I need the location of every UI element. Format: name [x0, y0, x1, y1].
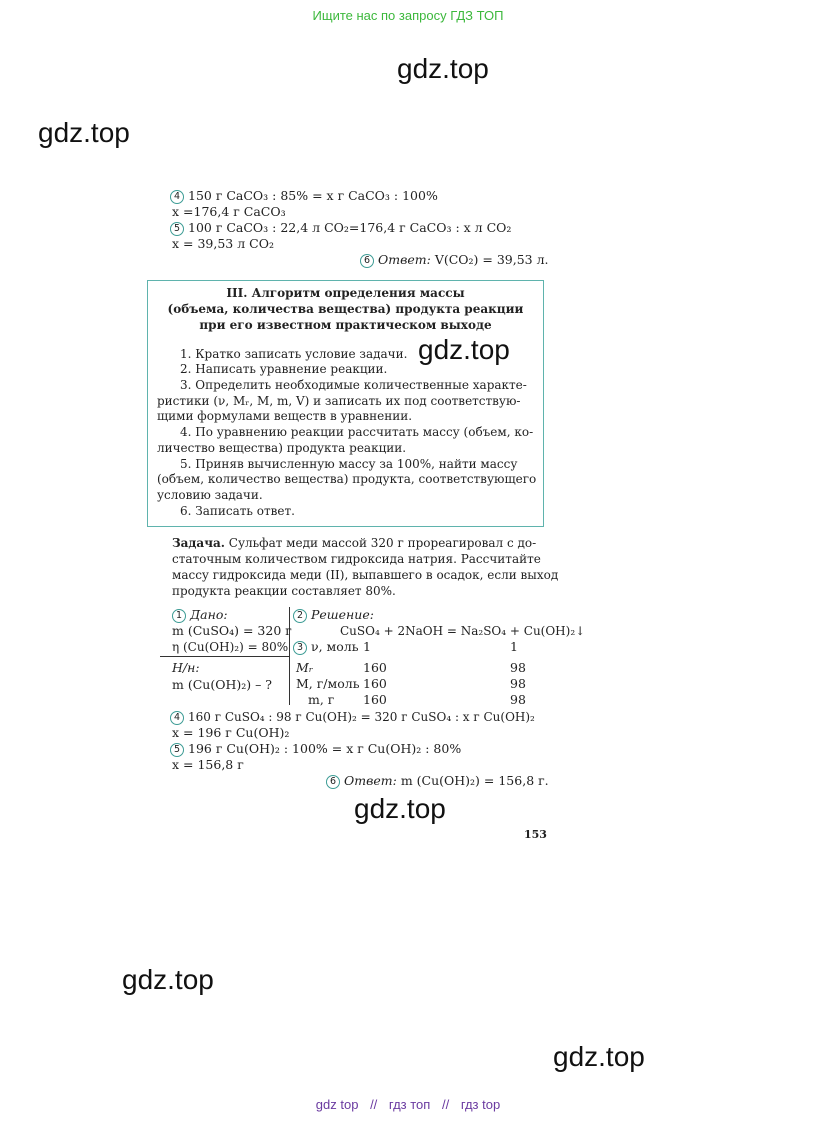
watermark: gdz.top: [397, 53, 489, 84]
watermark: gdz.top: [38, 117, 130, 148]
calc-text: 160 г CuSO₄ : 98 г Cu(OH)₂ = 320 г CuSO₄ : x г Cu(OH)₂: [188, 710, 535, 724]
answer-label: Ответ:: [378, 252, 431, 267]
answer-line: [360, 252, 549, 268]
answer-label: Ответ:: [344, 773, 397, 788]
table-divider: [289, 607, 290, 705]
molar-mass-value: 98: [510, 676, 526, 691]
footer-link[interactable]: gdz top: [315, 1097, 359, 1112]
calc-line: x = 39,53 л CO₂: [172, 236, 274, 251]
step-4-marker: 4: [170, 711, 184, 725]
solution-label: Решение:: [311, 607, 374, 622]
page-number: 153: [524, 828, 547, 841]
search-banner: Ищите нас по запросу ГДЗ ТОП: [312, 8, 504, 23]
algorithm-step: 1. Кратко записать условие задачи.: [180, 347, 408, 361]
algorithm-box: [147, 280, 544, 527]
calc-line: x =176,4 г CaCO₃: [172, 204, 286, 219]
given-yield: η (Cu(OH)₂) = 80%: [172, 640, 289, 654]
answer-value: m (Cu(OH)₂) = 156,8 г.: [400, 773, 549, 788]
algorithm-step: 4. По уравнению реакции рассчитать массу (объем, ко-: [180, 425, 534, 439]
task-line: статочным количеством гидроксида натрия. Рассчитайте: [172, 552, 541, 566]
row-label: Mᵣ: [296, 660, 314, 675]
task-text: Сульфат меди массой 320 г прореагировал с до-: [228, 536, 537, 550]
task-label: Задача.: [172, 536, 225, 550]
footer-separator: //: [370, 1097, 378, 1112]
mass-value: 160: [363, 692, 387, 707]
table-divider: [160, 656, 289, 657]
algorithm-step: условию задачи.: [157, 488, 263, 502]
algorithm-title: при его известном практическом выходе: [199, 318, 492, 332]
calc-line: [170, 741, 461, 757]
algorithm-step: (объем, количество вещества) продукта, соответствующего: [157, 472, 537, 486]
calc-line: x = 156,8 г: [172, 757, 244, 772]
task-line: [172, 536, 536, 552]
step-1-marker: 1: [172, 609, 186, 623]
algorithm-step: 5. Приняв вычисленную массу за 100%, найти массу: [180, 457, 518, 471]
step-5-marker: 5: [170, 743, 184, 757]
task-line: продукта реакции составляет 80%.: [172, 584, 396, 598]
algorithm-step: ристики (ν, Mᵣ, M, m, V) и записать их под соответствую-: [157, 394, 521, 408]
calc-line: x = 196 г Cu(OH)₂: [172, 725, 290, 740]
molar-mass-value: 160: [363, 676, 387, 691]
given-label: Дано:: [190, 607, 228, 622]
row-label: m, г: [308, 692, 335, 707]
step-6-marker: 6: [360, 254, 374, 268]
step-4-marker: 4: [170, 190, 184, 204]
algorithm-step: 3. Определить необходимые количественные характе-: [180, 378, 527, 392]
molar-mass-value: 98: [510, 660, 526, 675]
answer-line: [326, 773, 549, 789]
step-6-marker: 6: [326, 775, 340, 789]
moles-value: 1: [510, 639, 518, 654]
footer-link[interactable]: гдз топ: [388, 1097, 431, 1112]
moles-value: 1: [363, 639, 371, 654]
solution-header: [293, 607, 374, 623]
algorithm-title: III. Алгоритм определения массы: [226, 286, 465, 300]
watermark: gdz.top: [122, 964, 214, 995]
footer-link[interactable]: гдз top: [460, 1097, 501, 1112]
calc-text: 100 г CaCO₃ : 22,4 л CO₂=176,4 г CaCO₃ : x л CO₂: [188, 220, 512, 235]
calc-line: [170, 188, 438, 204]
bottom-links: [0, 1097, 816, 1112]
algorithm-title: (объема, количества вещества) продукта реакции: [167, 302, 524, 316]
calc-line: [170, 220, 511, 236]
given-mass: m (CuSO₄) = 320 г: [172, 623, 292, 638]
step-5-marker: 5: [170, 222, 184, 236]
algorithm-step: личество вещества) продукта реакции.: [157, 441, 407, 455]
watermark: gdz.top: [553, 1041, 645, 1072]
footer-separator: //: [441, 1097, 450, 1112]
calc-line: [170, 709, 535, 725]
calc-text: 196 г Cu(OH)₂ : 100% = x г Cu(OH)₂ : 80%: [188, 741, 462, 756]
molar-mass-value: 160: [363, 660, 387, 675]
given-header: [172, 607, 228, 623]
algorithm-step: 2. Написать уравнение реакции.: [180, 362, 388, 376]
algorithm-step: 6. Записать ответ.: [180, 504, 295, 518]
moles-row: [293, 639, 359, 655]
step-3-marker: 3: [293, 641, 307, 655]
algorithm-step: щими формулами веществ в уравнении.: [157, 409, 413, 423]
find-header: Н/н:: [172, 660, 200, 675]
answer-value: V(CO₂) = 39,53 л.: [434, 252, 549, 267]
watermark: gdz.top: [354, 793, 446, 824]
row-label: M, г/моль: [296, 676, 360, 691]
calc-text: 150 г CaCO₃ : 85% = x г CaCO₃ : 100%: [188, 188, 438, 203]
find-value: m (Cu(OH)₂) – ?: [172, 677, 273, 692]
mass-value: 98: [510, 692, 526, 707]
watermark: gdz.top: [418, 334, 510, 365]
task-line: массу гидроксида меди (II), выпавшего в осадок, если выход: [172, 568, 559, 582]
step-2-marker: 2: [293, 609, 307, 623]
reaction-equation: CuSO₄ + 2NaOH = Na₂SO₄ + Cu(OH)₂↓: [340, 624, 586, 638]
row-label: ν, моль: [311, 639, 359, 654]
